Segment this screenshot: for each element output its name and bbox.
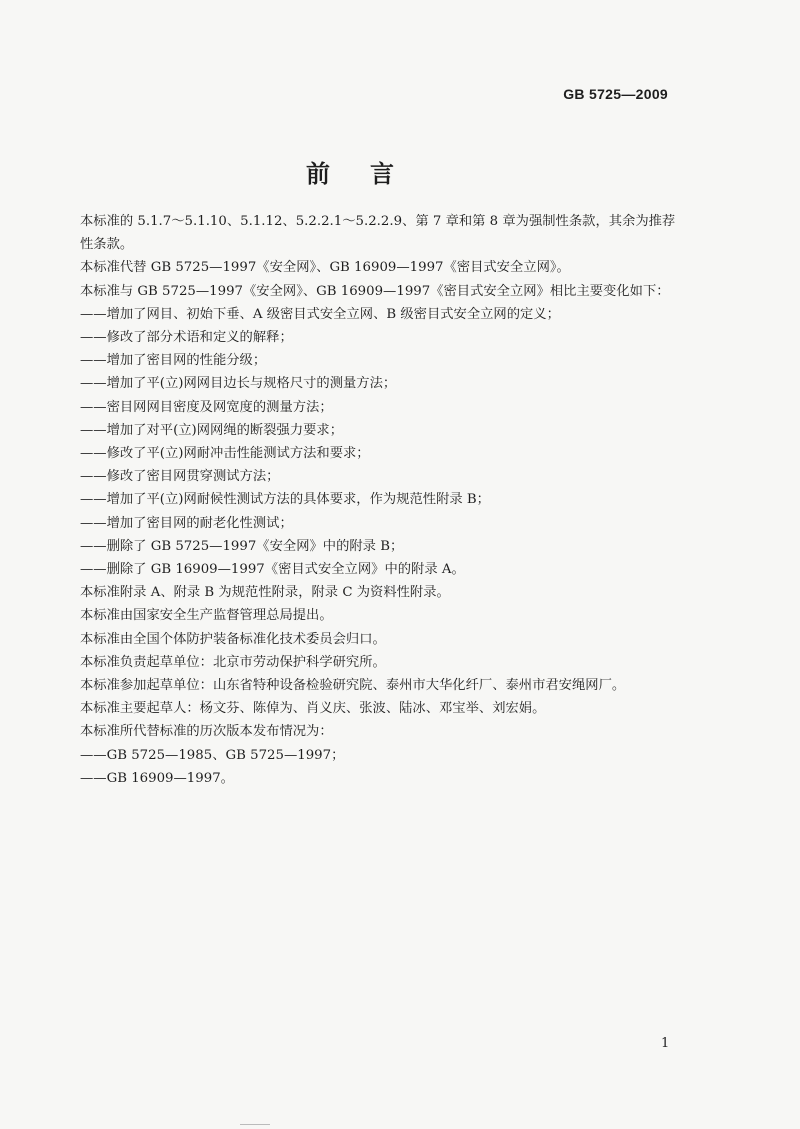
paragraph: 本标准所代替标准的历次版本发布情况为： [80,724,333,740]
paragraph: 本标准由全国个体防护装备标准化技术委员会归口。 [80,631,386,647]
paragraph: 本标准附录 A、附录 B 为规范性附录，附录 C 为资料性附录。 [80,585,450,601]
list-item: ——增加了网目、初始下垂、A 级密目式安全立网、B 级密目式安全立网的定义； [80,306,560,322]
list-item: ——修改了平(立)网耐冲击性能测试方法和要求； [80,446,370,462]
list-item: ——GB 5725—1985、GB 5725—1997； [80,747,345,763]
scan-edge-mark [240,1124,270,1125]
page-number: 1 [661,1036,670,1051]
paragraph: 本标准主要起草人：杨文芬、陈倬为、肖义庆、张波、陆冰、邓宝举、刘宏娟。 [80,701,546,717]
foreword-body [80,210,676,790]
paragraph: 本标准与 GB 5725—1997《安全网》、GB 16909—1997《密目式安全立网》相比主要变化如下： [80,283,670,299]
list-item: ——GB 16909—1997。 [80,770,234,786]
paragraph: 本标准参加起草单位：山东省特种设备检验研究院、泰州市大华化纤厂、泰州市君安绳网厂。 [80,678,626,694]
list-item: ——增加了平(立)网耐候性测试方法的具体要求，作为规范性附录 B； [80,492,490,508]
paragraph: 本标准代替 GB 5725—1997《安全网》、GB 16909—1997《密目式安全立网》。 [80,260,570,276]
page-title [0,154,700,189]
list-item: ——增加了密目网的耐老化性测试； [80,515,293,531]
paragraph: 本标准的 5.1.7～5.1.10、5.1.12、5.2.2.1～5.2.2.9、第 7 章和第 8 章为强制性条款，其余为推荐性条款。 [80,214,676,253]
paragraph: 本标准由国家安全生产监督管理总局提出。 [80,608,333,624]
list-item: ——修改了部分术语和定义的解释； [80,330,293,346]
list-item: ——删除了 GB 5725—1997《安全网》中的附录 B； [80,538,404,554]
paragraph: 本标准负责起草单位：北京市劳动保护科学研究所。 [80,654,386,670]
list-item: ——增加了对平(立)网网绳的断裂强力要求； [80,422,344,438]
list-item: ——密目网网目密度及网宽度的测量方法； [80,399,333,415]
list-item: ——删除了 GB 16909—1997《密目式安全立网》中的附录 A。 [80,562,465,578]
title-char-1: 前 [306,160,330,188]
list-item: ——增加了平(立)网网目边长与规格尺寸的测量方法； [80,376,397,392]
list-item: ——修改了密目网贯穿测试方法； [80,469,280,485]
list-item: ——增加了密目网的性能分级； [80,353,267,369]
title-char-2: 言 [370,160,394,188]
standard-code: GB 5725—2009 [563,86,668,102]
